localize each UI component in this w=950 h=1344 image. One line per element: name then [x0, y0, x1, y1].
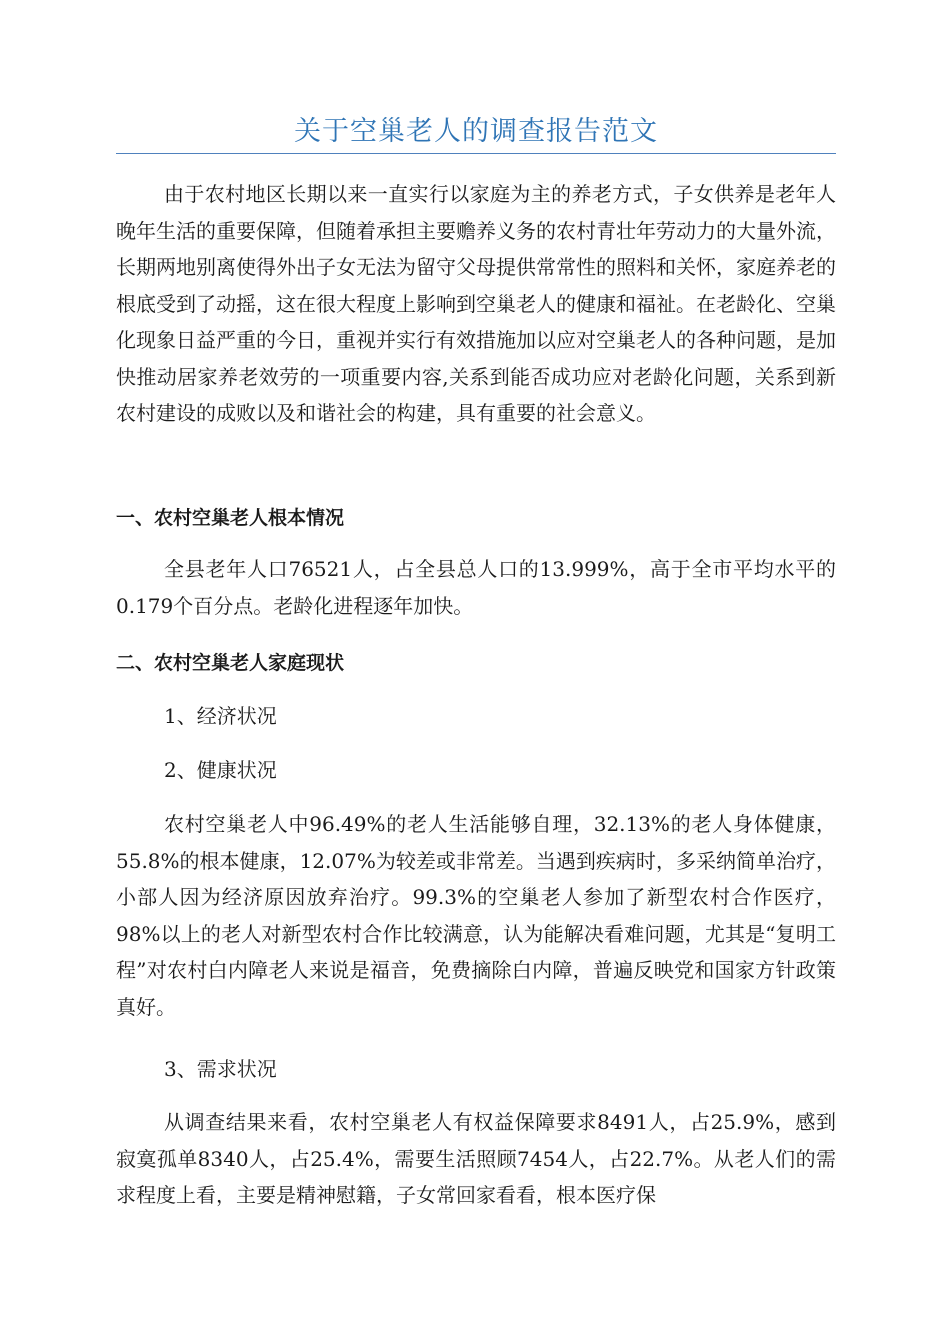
- title-underline: [116, 153, 836, 154]
- needs-paragraph: 从调查结果来看，农村空巢老人有权益保障要求8491人，占25.9%，感到寂寞孤单8340人，占25.4%，需要生活照顾7454人，占22.7%。从老人们的需求程度上看，主要是精神慰籍，子女常回家看看，根本医疗保: [116, 1110, 836, 1207]
- subheading-economy: 1、经济状况: [164, 704, 277, 728]
- section1-paragraph: 全县老年人口76521人，占全县总人口的13.999%，高于全市平均水平的0.179个百分点。老龄化进程逐年加快。: [116, 557, 836, 618]
- section1-heading: 一、农村空巢老人根本情况: [116, 507, 345, 529]
- intro-paragraph: 由于农村地区长期以来一直实行以家庭为主的养老方式，子女供养是老年人晚年生活的重要保障，但随着承担主要赡养义务的农村青壮年劳动力的大量外流，长期两地别离使得外出子女无法为留守父母提供常常性的照料和关怀，家庭养老的根底受到了动摇，这在很大程度上影响到空巢老人的健康和福祉。在老龄化、空巢化现象日益严重的今日，重视并实行有效措施加以应对空巢老人的各种问题，是加快推动居家养老效劳的一项重要内容,关系到能否成功应对老龄化问题，关系到新农村建设的成败以及和谐社会的构建，具有重要的社会意义。: [116, 182, 836, 425]
- section2-heading-block: [116, 645, 836, 682]
- subheading-needs: 3、需求状况: [164, 1057, 277, 1081]
- health-body-block: [116, 806, 836, 1025]
- section2-heading: 二、农村空巢老人家庭现状: [116, 652, 345, 674]
- intro-block: [116, 176, 836, 432]
- health-paragraph: 农村空巢老人中96.49%的老人生活能够自理，32.13%的老人身体健康，55.8%的根本健康，12.07%为较差或非常差。当遇到疾病时，多采纳简单治疗，小部人因为经济原因放弃治疗。99.3%的空巢老人参加了新型农村合作医疗，98%以上的老人对新型农村合作比较满意，认为能解决看难问题，尤其是“复明工程”对农村白内障老人来说是福音，免费摘除白内障，普遍反映党和国家方针政策真好。: [116, 812, 836, 1019]
- section1-body-block: [116, 551, 836, 624]
- item3-block: [116, 1051, 836, 1088]
- section1-heading-block: [116, 500, 836, 537]
- document-title: 关于空巢老人的调查报告范文: [294, 116, 658, 147]
- item1-block: [116, 698, 836, 735]
- item2-block: [116, 752, 836, 789]
- needs-body-block: [116, 1104, 836, 1214]
- subheading-health: 2、健康状况: [164, 758, 277, 782]
